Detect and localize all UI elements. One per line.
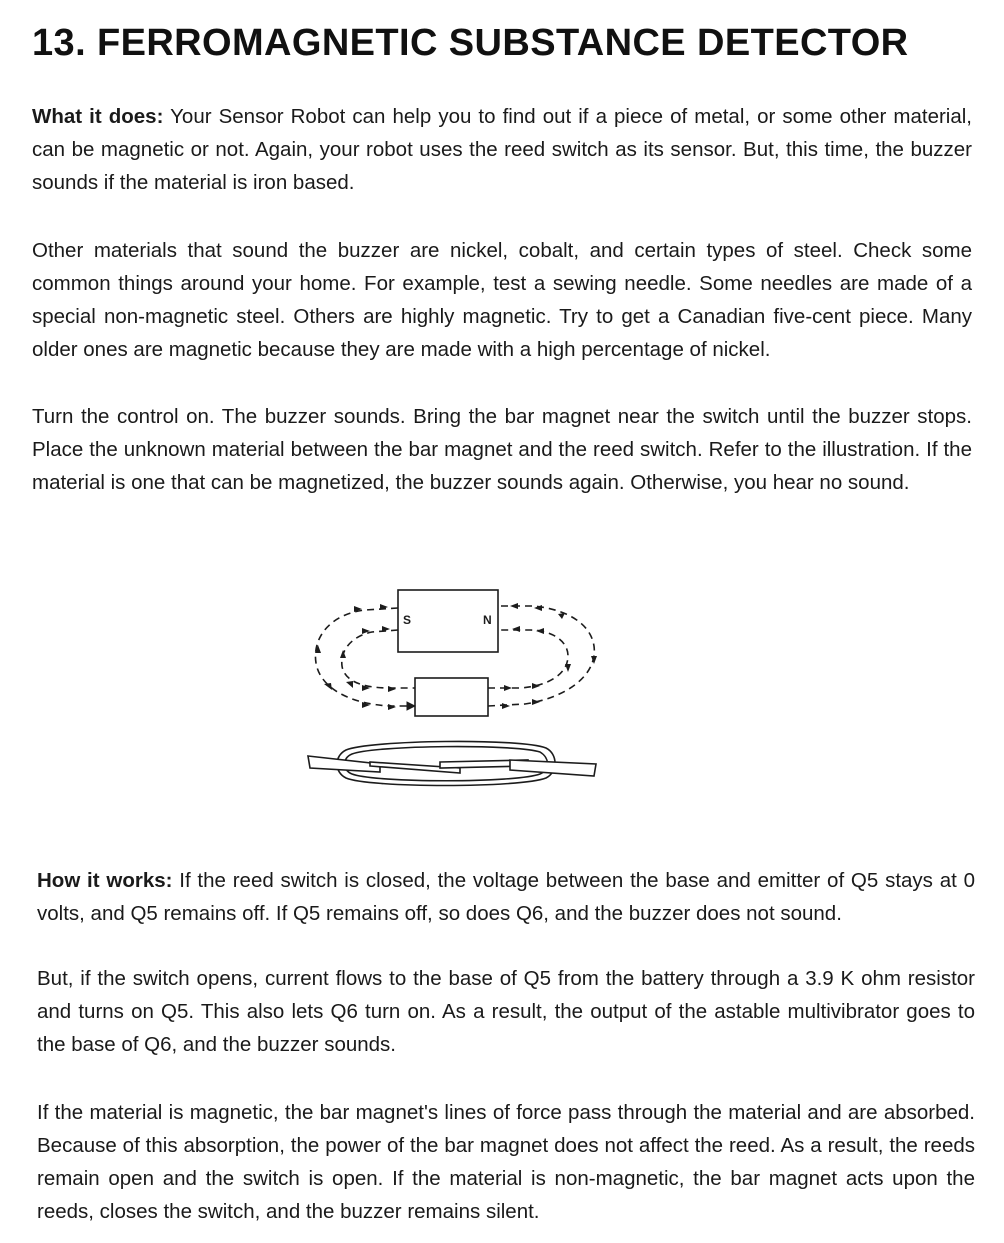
- other-materials-paragraph: Other materials that sound the buzzer are nickel, cobalt, and certain types of steel. Check some common things around your home. For example, test a sewing needle. Some needles are made of a special non-magnetic steel. Others are highly magnetic. Try to get a Canadian five-cent piece. Many older ones are magnetic because they are made with a high percentage of nickel.: [32, 239, 972, 361]
- how-it-works-paragraph: [37, 864, 975, 930]
- page-title: 13. FERROMAGNETIC SUBSTANCE DETECTOR: [32, 22, 909, 64]
- inner-field-line-right: [488, 630, 568, 688]
- material-magnetic-paragraph: If the material is magnetic, the bar magnet's lines of force pass through the material and are absorbed. Because of this absorption, the power of the bar magnet does not affect the reed. As a result, the reeds remain open and the switch is open. If the material is non-magnetic, the bar magnet acts upon the reeds, closes the switch, and the buzzer remains silent.: [37, 1101, 975, 1223]
- what-it-does-heading: What it does:: [32, 105, 164, 128]
- test-material-block: [415, 678, 488, 716]
- what-it-does-paragraph: [32, 100, 972, 199]
- turn-control-paragraph: Turn the control on. The buzzer sounds. Bring the bar magnet near the switch until the buzzer stops. Place the unknown material between the bar magnet and the reed switch. Refer to the illustration. If the material is one that can be magnetized, the buzzer sounds again. Otherwise, you hear no sound.: [32, 405, 972, 494]
- switch-opens-paragraph: But, if the switch opens, current flows to the base of Q5 from the battery through a 3.9 K ohm resistor and turns on Q5. This also lets Q6 turn on. As a result, the output of the astable multivibrator goes to the base of Q6, and the buzzer sounds.: [37, 967, 975, 1056]
- field-arrows: [315, 603, 597, 710]
- magnet-north-label: N: [483, 613, 492, 627]
- reed-switch: [308, 741, 596, 785]
- how-it-works-heading: How it works:: [37, 869, 173, 892]
- what-it-does-text: Your Sensor Robot can help you to find out if a piece of metal, or some other material, can be magnetic or not. Again, your robot uses the reed switch as its sensor. But, this time, the buzzer sounds if the material is iron based.: [32, 105, 973, 194]
- magnet-reed-switch-illustration: [300, 578, 610, 798]
- how-it-works-text: If the reed switch is closed, the voltage between the base and emitter of Q5 stays at 0 volts, and Q5 remains off. If Q5 remains off, so does Q6, and the buzzer does not sound.: [37, 869, 975, 925]
- inner-field-line-left: [342, 630, 415, 688]
- magnet-south-label: S: [403, 613, 412, 627]
- outer-field-line-left: [315, 608, 415, 706]
- outer-field-line-right: [488, 606, 594, 706]
